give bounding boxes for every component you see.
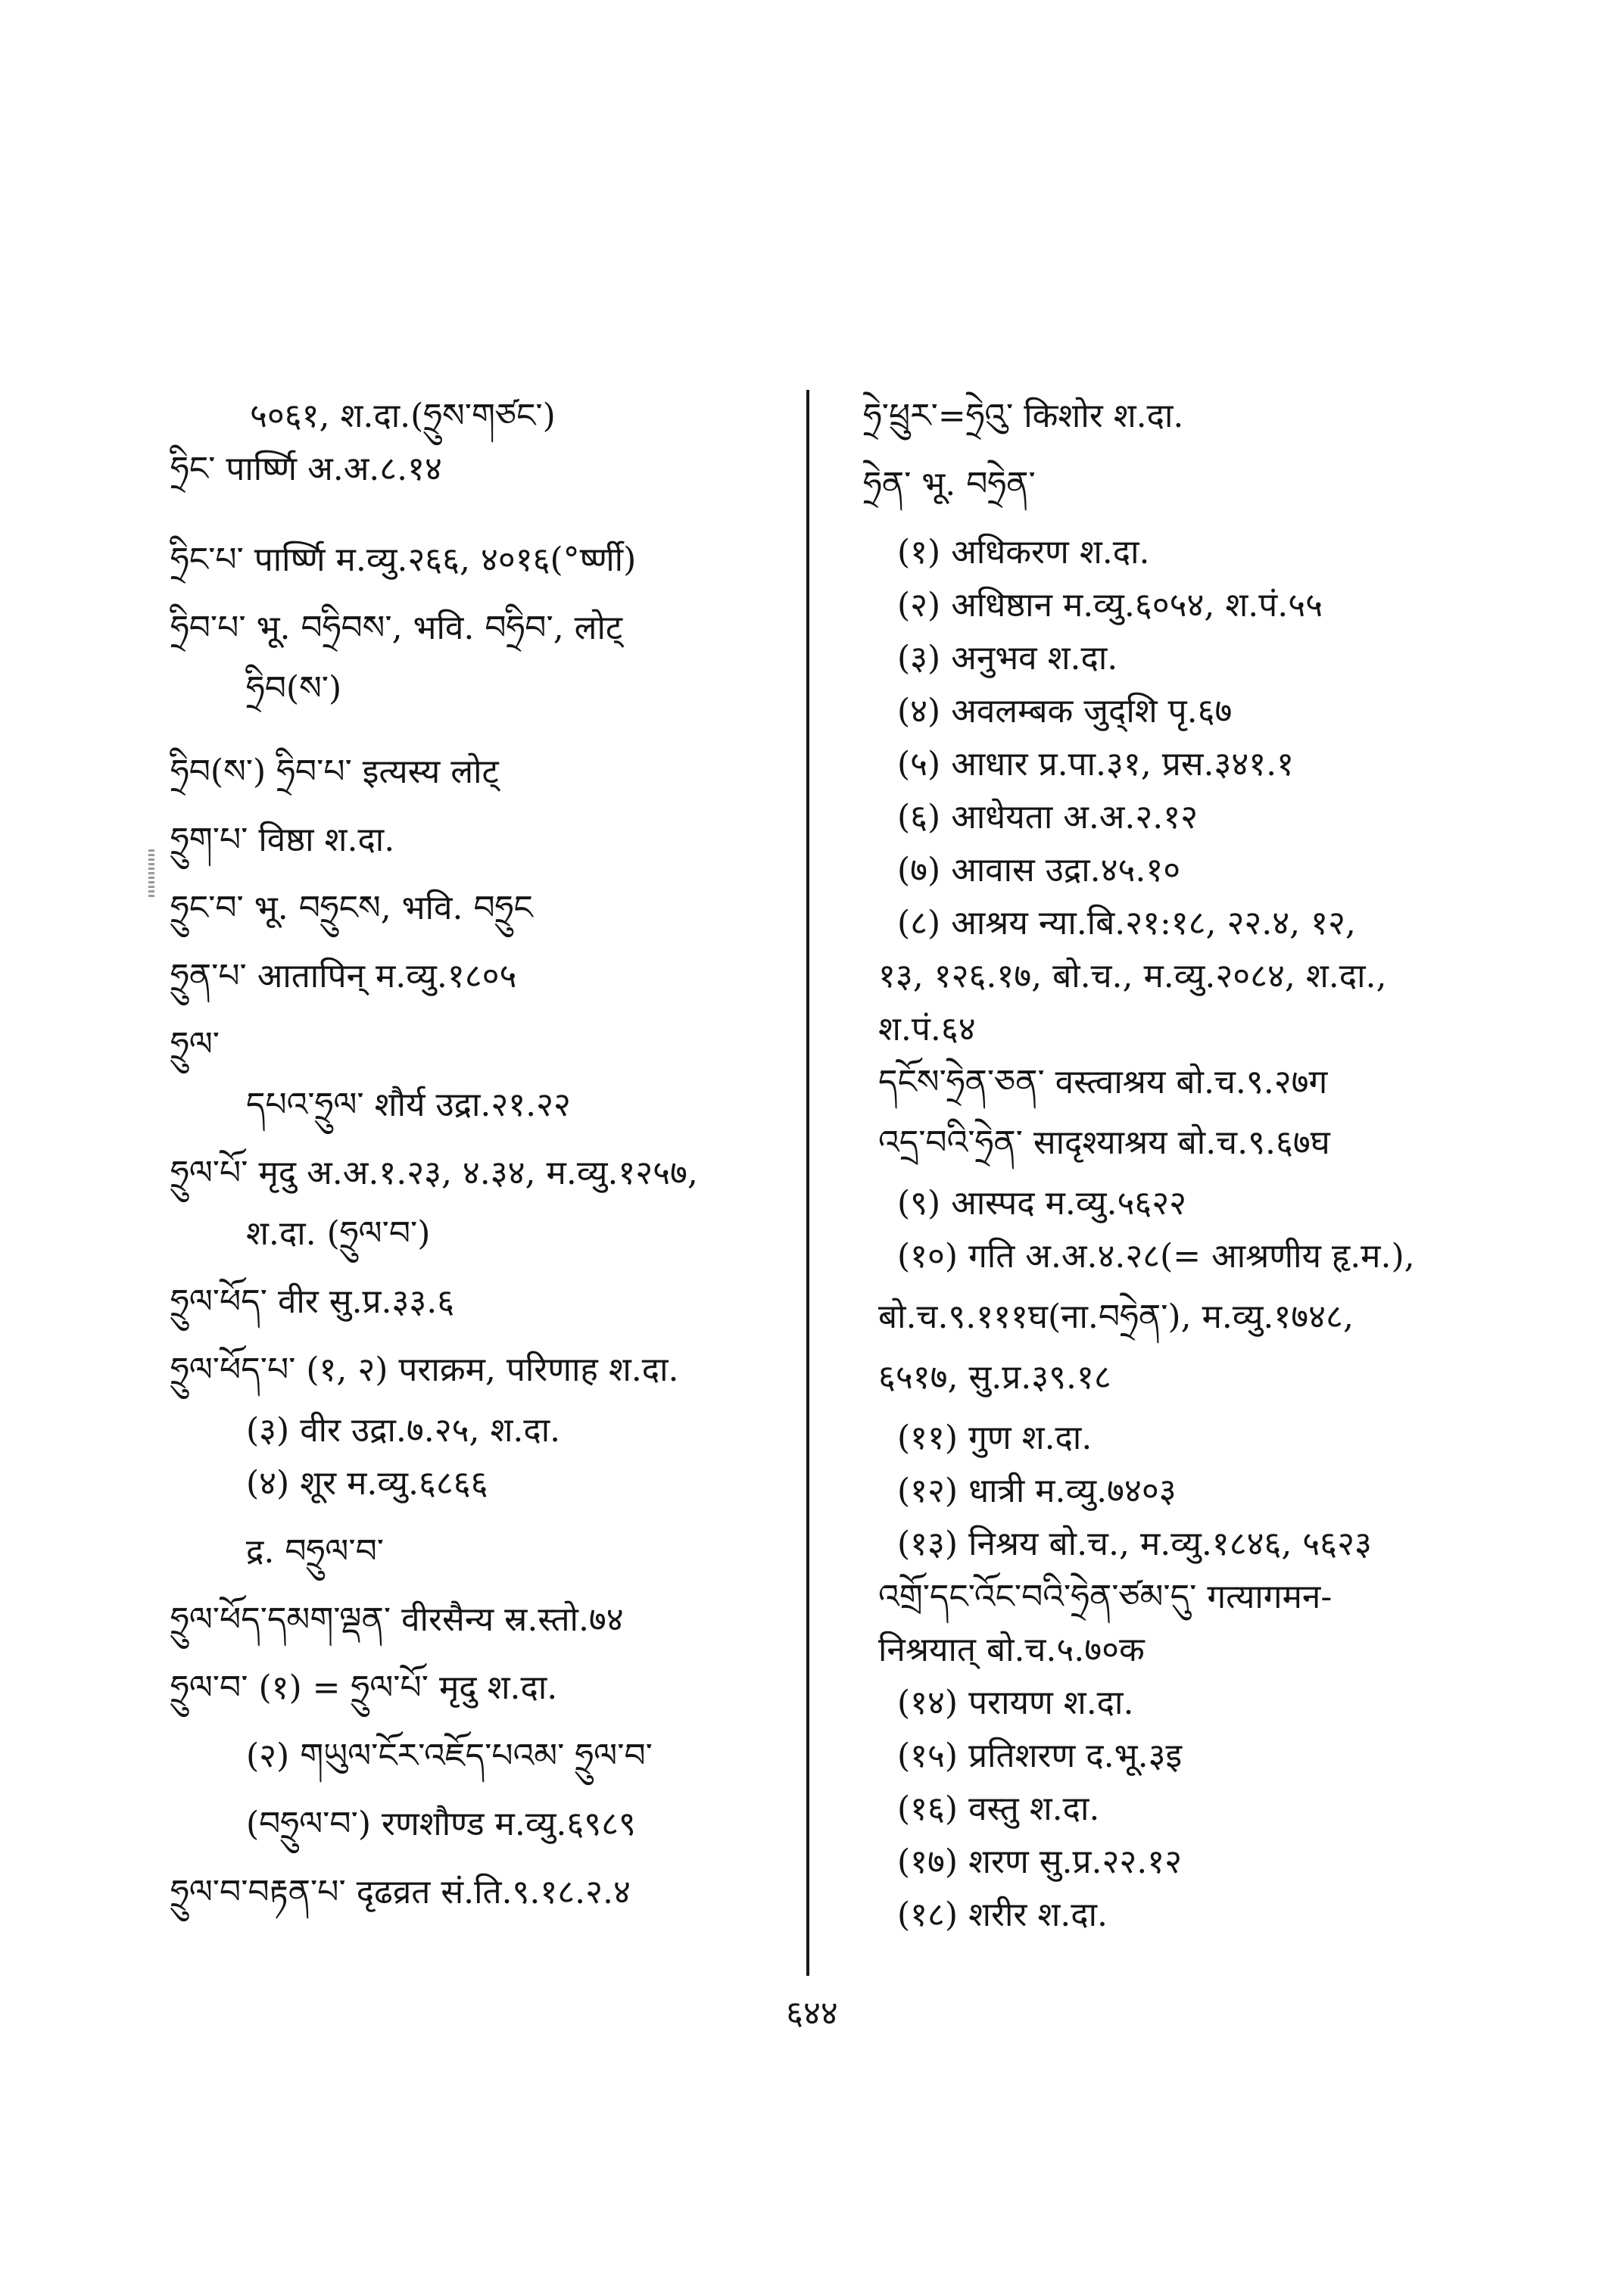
entry-line: (१०) गति अ.अ.४.२८(= आश्रणीय हृ.म.),	[897, 1237, 1415, 1276]
entry-line: (३) अनुभव श.दा.	[897, 639, 1118, 678]
entry-line: (१८) शरीर श.दा.	[897, 1896, 1108, 1934]
entry-line: ཧྲུལ་བ་བརྟན་པ་ दृढव्रत सं.ति.९.१८.२.४	[170, 1873, 631, 1911]
entry-line: ६५१७, सु.प्र.३९.१८	[878, 1358, 1111, 1397]
entry-line: बो.च.९.१११घ(ना.བཧྲེན་), म.व्यु.१७४८,	[878, 1298, 1354, 1336]
entry-line: ཧྲུལ་པོ་ मृदु अ.अ.१.२३, ४.३४, म.व्यु.१२५७,	[170, 1154, 698, 1192]
entry-line: (१) अधिकरण श.दा.	[897, 533, 1150, 572]
entry-line: ཧྲུལ་བ་ (१) = ཧྲུལ་པོ་ मृदु श.दा.	[170, 1668, 558, 1707]
entry-line: ཧྲུལ་ཕོད་པ་ (१, २) पराक्रम, परिणाह श.दा.	[170, 1351, 679, 1389]
entry-line: (བཧྲུལ་བ་) रणशौण्ड म.व्यु.६९८९	[246, 1805, 636, 1843]
entry-line: (४) अवलम्बक जुद्शि पृ.६७	[897, 692, 1233, 731]
entry-line: ཧྲུལ་ཕོད་དམག་ལྡན་ वीरसैन्य स्र.स्तो.७४	[170, 1600, 624, 1639]
entry-line: དཔའ་ཧྲུལ་ शौर्य उद्रा.२१.२२	[246, 1086, 571, 1124]
entry-line: ཧྲེ་ཕྲུར་=ཧྲེའུ་ किशोर श.दा.	[863, 397, 1184, 435]
entry-line: (१५) प्रतिशरण द.भू.३इ	[897, 1737, 1183, 1775]
entry-line: १३, १२६.१७, बो.च., म.व्यु.२०८४, श.दा.,	[878, 957, 1387, 995]
entry-line: (५) आधार प्र.पा.३१, प्रस.३४१.१	[897, 745, 1295, 784]
entry-line: ཧྲིང་པ་ पार्ष्णि म.व्यु.२६६, ४०१६(°र्ष्णी)	[170, 541, 637, 579]
entry-line: निश्रयात् बो.च.५.७०क	[878, 1631, 1145, 1669]
entry-line: (३) वीर उद्रा.७.२५, श.दा.	[246, 1411, 561, 1450]
entry-line: འགྲོ་དང་འོང་བའི་ཧྲེན་ཙམ་དུ་ गत्यागमन-	[878, 1578, 1333, 1616]
scan-speck	[148, 849, 154, 899]
entry-line: (७) आवास उद्रा.४५.१०	[897, 851, 1181, 889]
entry-line: ཧྲུག་པ་ विष्ठा श.दा.	[170, 821, 395, 859]
entry-line: श.पं.६४	[878, 1010, 976, 1048]
entry-line: (१४) परायण श.दा.	[897, 1684, 1134, 1722]
entry-line: འདྲ་བའི་ཧྲེན་ सादृश्याश्रय बो.च.९.६७घ	[878, 1123, 1330, 1162]
entry-line: ཧྲིབ་པ་ भू. བཧྲིབས་, भवि. བཧྲིབ་, लोट्	[170, 609, 623, 647]
entry-line: (२) གཡུལ་ངོར་འཇོད་པའམ་ ཧྲུལ་བ་	[246, 1737, 653, 1775]
page-number: ६४४	[786, 1994, 838, 2033]
entry-line: (८) आश्रय न्या.बि.२१:१८, २२.४, १२,	[897, 904, 1356, 942]
entry-line: (१३) निश्रय बो.च., म.व्यु.१८४६, ५६२३	[897, 1525, 1372, 1563]
entry-line: ཧྲིབ(ས་) ཧྲིབ་པ་ इत्यस्य लोट्	[170, 752, 499, 791]
entry-line: (११) गुण श.दा.	[897, 1419, 1093, 1457]
entry-line: ཧྲུལ་ཕོད་ वीर सु.प्र.३३.६	[170, 1282, 455, 1321]
column-divider	[806, 390, 809, 1976]
entry-line: (२) अधिष्ठान म.व्यु.६०५४, श.पं.५५	[897, 586, 1323, 625]
entry-line: श.दा. (ཧྲུལ་བ་)	[246, 1214, 431, 1253]
entry-line: ཧྲིབ(ས་)	[246, 669, 342, 708]
entry-line: དངོས་ཧྲེན་ཅན་ वस्त्वाश्रय बो.च.९.२७ग	[878, 1063, 1328, 1101]
entry-line: द्र. བཧྲུལ་བ་	[246, 1532, 385, 1571]
entry-line: (१२) धात्री म.व्यु.७४०३	[897, 1472, 1177, 1510]
entry-line: (१६) वस्तु श.दा.	[897, 1790, 1100, 1828]
entry-line: (१७) शरण सु.प्र.२२.१२	[897, 1843, 1183, 1881]
entry-line: (६) आधेयता अ.अ.२.१२	[897, 798, 1199, 837]
entry-line: ཧྲིང་ पार्ष्णि अ.अ.८.१४	[170, 450, 442, 488]
entry-line: ཧྲེན་ भू. བཧྲེན་	[863, 465, 1036, 503]
entry-line: ཧྲུན་པ་ आतापिन् म.व्यु.१८०५	[170, 957, 517, 995]
entry-line: ཧྲུལ་	[170, 1025, 220, 1064]
entry-line: (४) शूर म.व्यु.६८६६	[246, 1464, 488, 1503]
entry-line: ५०६१, श.दा.(ཧྲུས་གཙང༌)	[250, 397, 556, 435]
entry-line: ཧྲུང་བ་ भू. བཧྲུངས, भवि. བཧྲུང	[170, 889, 533, 927]
entry-line: (९) आस्पद म.व्यु.५६२२	[897, 1184, 1186, 1223]
